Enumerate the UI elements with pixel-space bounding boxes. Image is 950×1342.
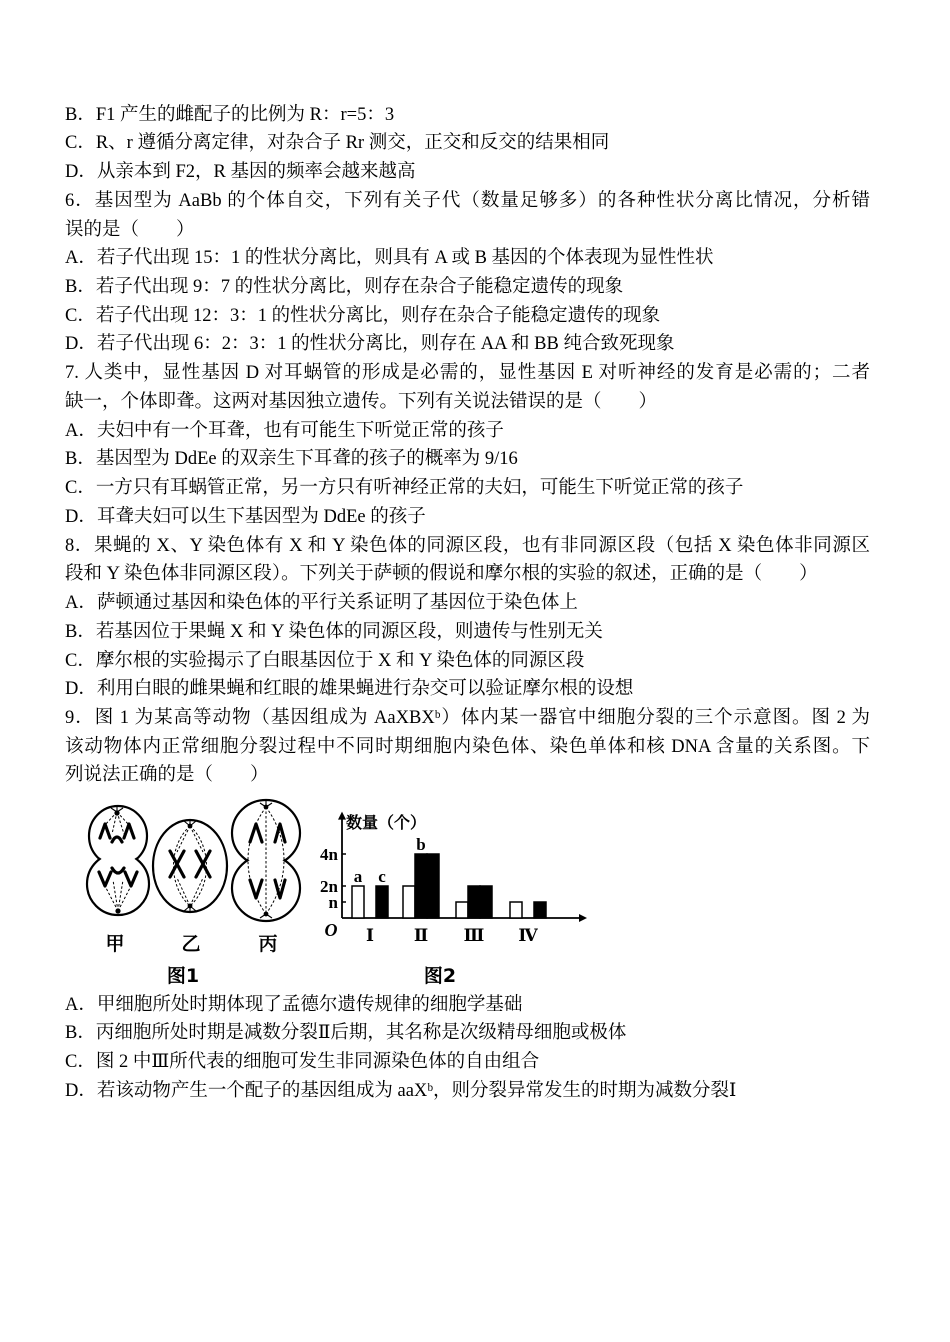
q9-stem-line: 列说法正确的是（ ） [65,765,269,786]
bar-c-4 [534,902,546,918]
q8-option-b: B．若基因位于果蝇 X 和 Y 染色体的同源区段，则遗传与性别无关 [65,621,603,642]
x-category-labels [366,926,538,945]
q9-option-c: C．图 2 中Ⅲ所代表的细胞可发生非同源染色体的自由组合 [65,1052,540,1073]
q7-option-b: B．基因型为 DdEe 的双亲生下耳聋的孩子的概率为 9/16 [65,449,518,470]
cell-label-jia: 甲 [105,933,125,955]
centrosome [114,810,119,815]
figure1-caption: 图1 [166,965,200,987]
q8-stem-line: 段和 Y 染色体非同源区段）。下列关于萨顿的假说和摩尔根的实验的叙述，正确的是（ ） [65,564,818,585]
bar-c-3 [480,886,492,918]
q7-option-d: D．耳聋夫妇可以生下基因型为 DdEe 的孩子 [65,506,426,527]
bar-b-2 [415,854,427,918]
bar-c-1 [376,886,388,918]
bar-a-2 [403,886,415,918]
q6-option-c: C．若子代出现 12：3：1 的性状分离比，则存在杂合子能稳定遗传的现象 [65,305,661,326]
q6-stem-line: 误的是（ ） [65,219,195,240]
q6-option-d: D．若子代出现 6：2：3：1 的性状分离比，则存在 AA 和 BB 纯合致死现象 [65,334,675,355]
bar-b-3 [468,886,480,918]
centrosome [264,912,269,917]
q8-option-a: A．萨顿通过基因和染色体的平行关系证明了基因位于染色体上 [65,593,578,614]
question-7 [65,359,885,531]
cell-label-bing: 丙 [258,933,278,955]
q6-option-a: A．若子代出现 15：1 的性状分离比，则具有 A 或 B 基因的个体表现为显性性状 [65,248,714,269]
y-tick-label: 2n [320,877,338,896]
q8-stem-line: 8．果蝇的 X、Y 染色体有 X 和 Y 染色体的同源区段，也有非同源区段（包括 X 染色体非同源区 [65,535,870,556]
x-category-label: Ⅱ [413,926,429,945]
x-category-label: Ⅲ [463,926,485,945]
bar-series-label: a [353,867,363,886]
question-6 [65,187,885,359]
origin-label: O [324,920,338,940]
bar-series-label: c [378,867,386,886]
q7-option-c: C．一方只有耳蜗管正常，另一方只有听神经正常的夫妇，可能生下听觉正常的孩子 [65,478,744,499]
q5-option-d: D．从亲本到 F2，R 基因的频率会越来越高 [65,162,416,183]
q7-stem-line: 7. 人类中，显性基因 D 对耳蜗管的形成是必需的，显性基因 E 对听神经的发育是必需的；二者 [65,363,870,384]
q9-option-b: B．丙细胞所处时期是减数分裂Ⅱ后期，其名称是次级精母细胞或极体 [65,1023,627,1044]
x-axis-arrow [579,914,587,922]
cell-membrane [153,820,227,912]
y-tick-label: 4n [320,845,338,864]
q5-option-b: B．F1 产生的雌配子的比例为 R：r=5：3 [65,104,395,125]
question-5-tail [65,101,885,187]
q9-option-d: D．若该动物产生一个配子的基因组成为 aaXᵇ，则分裂异常发生的时期为减数分裂Ⅰ [65,1081,737,1102]
question-8 [65,532,885,704]
centrosome [188,824,193,829]
bar-c-2 [427,854,439,918]
question-9-figures [0,790,620,990]
q7-option-a: A．夫妇中有一个耳聋，也有可能生下听觉正常的孩子 [65,420,504,441]
q8-option-d: D．利用白眼的雌果蝇和红眼的雄果蝇进行杂交可以验证摩尔根的设想 [65,679,634,700]
q5-option-c: C．R、r 遵循分离定律，对杂合子 Rr 测交，正交和反交的结果相同 [65,133,610,154]
x-category-label: Ⅳ [518,926,538,945]
cell-label-yi: 乙 [181,933,201,955]
bar-series-label: b [416,835,426,854]
centrosome [115,908,120,913]
centrosome [264,805,269,810]
centrosome [188,904,193,909]
y-tick-label: n [328,893,338,912]
cell-bing-diagram [232,800,300,921]
bar-a-3 [456,902,468,918]
y-axis-arrow [338,812,346,820]
figure2-caption: 图2 [423,965,457,987]
q9-option-a: A．甲细胞所处时期体现了孟德尔遗传规律的细胞学基础 [65,994,523,1015]
bar-a-4 [510,902,522,918]
q7-stem-line: 缺一，个体即聋。这两对基因独立遗传。下列有关说法错误的是（ ） [65,391,658,412]
figure2-bar-chart [320,812,587,945]
q9-stem-line: 9．图 1 为某高等动物（基因组成为 AaXBXᵇ）体内某一器官中细胞分裂的三个示意图。图 2 为 [65,708,870,729]
x-category-label: Ⅰ [366,926,374,945]
cell-jia-diagram [87,806,149,915]
bars [352,854,546,918]
q9-stem-line: 该动物体内正常细胞分裂过程中不同时期细胞内染色体、染色单体和核 DNA 含量的关系图。下 [65,736,870,757]
question-text-block [65,101,885,791]
q8-option-c: C．摩尔根的实验揭示了白眼基因位于 X 和 Y 染色体的同源区段 [65,650,585,671]
question-9-options [65,991,885,1107]
q6-stem-line: 6．基因型为 AaBb 的个体自交，下列有关子代（数量足够多）的各种性状分离比情况，分析错 [65,190,870,211]
q6-option-b: B．若子代出现 9：7 的性状分离比，则存在杂合子能稳定遗传的现象 [65,277,624,297]
cell-yi-diagram [153,819,227,913]
bar-a-1 [352,886,364,918]
question-9-stem [65,704,885,790]
y-axis-label: 数量（个） [346,813,427,832]
